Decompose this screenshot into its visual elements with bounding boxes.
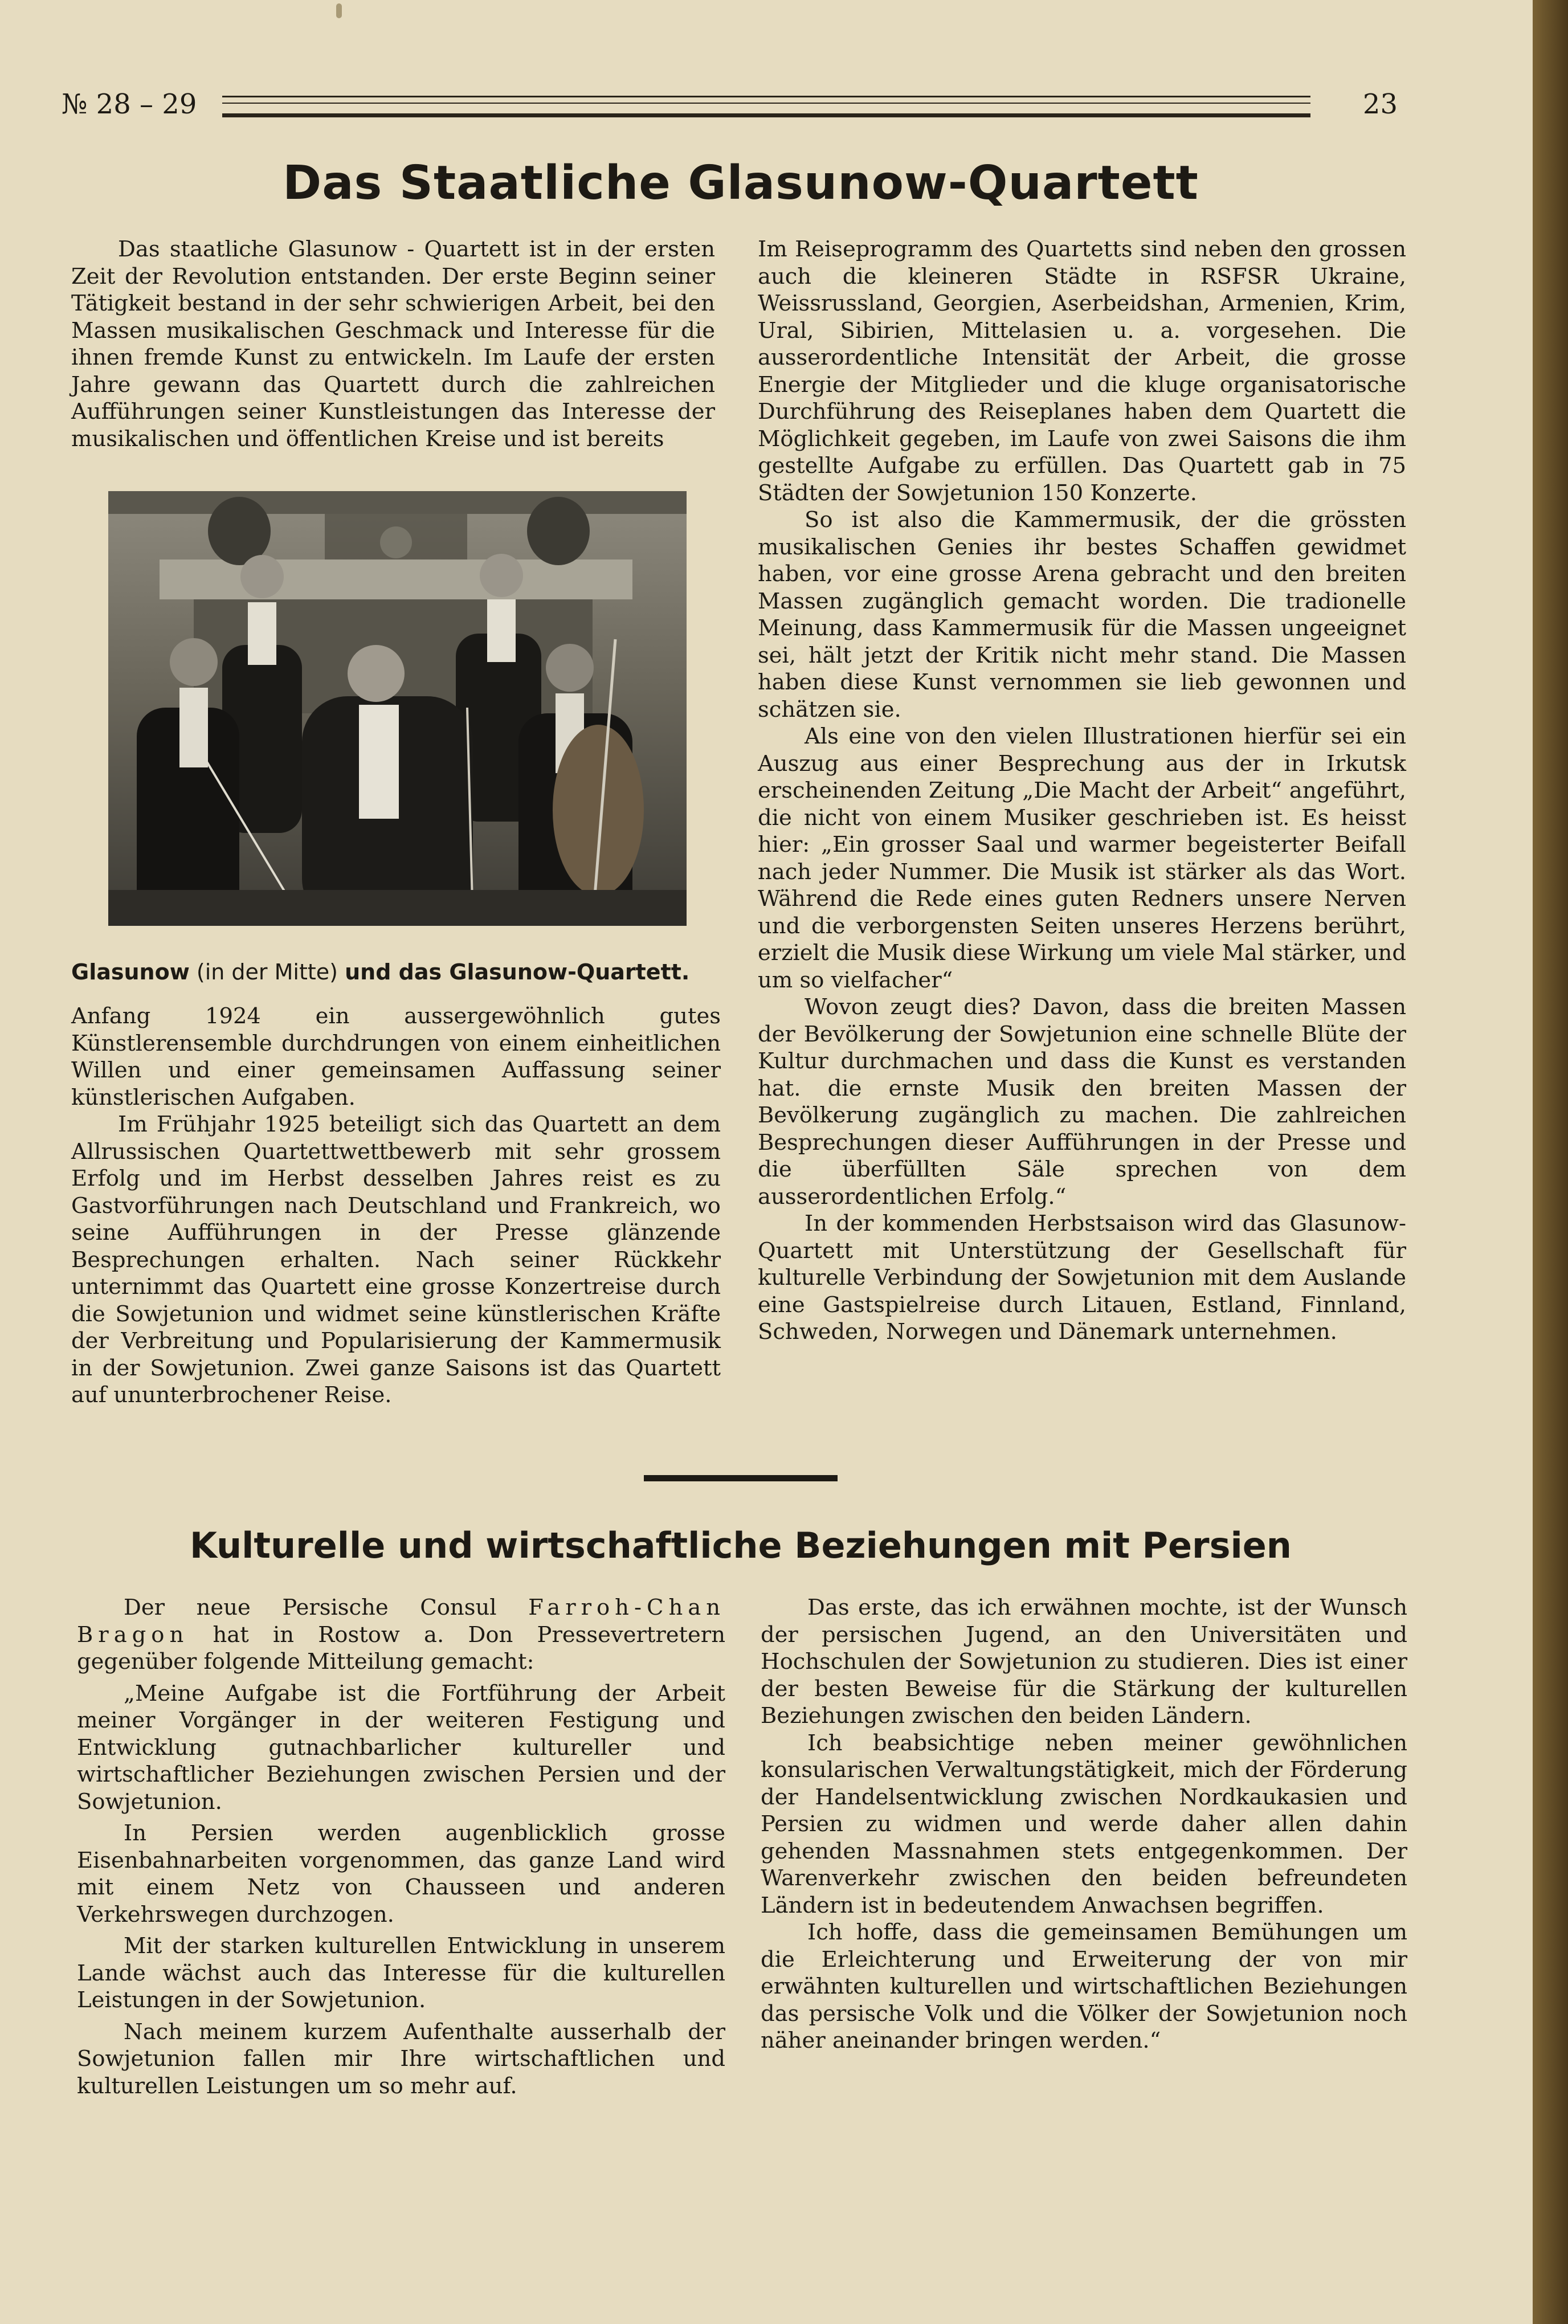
paragraph: Ich beabsichtige neben meiner gewöhnlichen konsularischen Verwaltungstätigkeit, mich der Förderung der Handelsentwicklung zwischen Nordkaukasien und Persien zu widmen und werde daher allen dahin gehenden Massnahmen stets entgegenkommen. Der Warenverkehr zwischen den beiden befreundeten Ländern ist in bedeutendem Anwachsen begriffen. (761, 1730, 1407, 1918)
paragraph: In der kommenden Herbstsaison wird das Glasunow-Quartett mit Unterstützung der Gesellschaft für kulturelle Verbindung der Sowjetunion mit dem Auslande eine Gastspielreise durch Litauen, Estland, Finnland, Schweden, Norwegen und Dänemark unternehmen. (758, 1211, 1406, 1345)
issue-number: № 28 – 29 (62, 88, 197, 120)
paragraph: So ist also die Kammermusik, der die grössten musikalischen Genies ihr bestes Schaffen gewidmet haben, vor eine grosse Arena gebracht und den breiten Massen zugänglich gemacht worden. Die tradionelle Meinung, dass Kammermusik für die Massen ungeeignet sei, hält jetzt der Kritik nicht mehr stand. Die Massen haben diese Kunst vernommen sie lieb gewonnen und schätzen sie. (758, 507, 1406, 722)
photo-image (108, 491, 687, 926)
paragraph: Das staatliche Glasunow - Quartett ist in der ersten Zeit der Revolution entstanden. Der erste Beginn seiner Tätigkeit bestand in der sehr schwierigen Arbeit, bei den Massen musikalischen Geschmack und Interesse für die ihnen fremde Kunst zu entwickeln. Im Laufe der ersten Jahre gewann das Quartett durch die zahlreichen Aufführungen seiner Kunstleistungen das Interesse der musikalischen und öffentlichen Kreise und ist bereits (71, 236, 715, 452)
caption-rest: und das Glasunow-Quartett. (345, 959, 690, 985)
consul-name: Farroh-Chan Bragon (77, 1595, 725, 1648)
intro-paragraph (77, 1594, 725, 1676)
article2-column1 (77, 1594, 725, 2100)
article1-column1-top (71, 236, 715, 452)
running-header (62, 84, 1398, 124)
paragraph: Im Reiseprogramm des Quartetts sind neben den grossen auch die kleineren Städte in RSFSR Ukraine, Weissrussland, Georgien, Aserbeidshan, Armenien, Krim, Ural, Sibirien, Mittelasien u. a. vorgesehen. Die ausserordentliche Intensität der Arbeit, die grosse Energie der Mitglieder und die kluge organisatorische Durchführung des Reiseplanes haben dem Quartett die Möglichkeit gegeben, im Laufe von zwei Saisons die ihm gestellte Aufgabe zu erfüllen. Das Quartett gab in 75 Städten der Sowjetunion 150 Konzerte. (758, 236, 1406, 506)
article1-title: Das Staatliche Glasunow-Quartett (283, 156, 1199, 210)
article2-column2 (761, 1594, 1407, 2055)
caption-name: Glasunow (71, 959, 190, 985)
article1-column2 (758, 236, 1406, 1346)
photo-caption (71, 955, 721, 989)
paragraph: Ich hoffe, dass die gemeinsamen Bemühungen um die Erleichterung und Erweiterung der von mir erwähnten kulturellen und wirtschaftlichen Beziehungen das persische Volk und die Völker der Sowjetunion noch näher aneinander bringen werden.“ (761, 1919, 1407, 2053)
paragraph: Als eine von den vielen Illustrationen hierfür sei ein Auszug aus einer Besprechung aus der in Irkutsk erscheinenden Zeitung „Die Macht der Arbeit“ angeführt, die nicht von einem Musiker geschrieben ist. Es heisst hier: „Ein grosser Saal und warmer begeisterter Beifall nach jeder Nummer. Die Musik ist stärker als das Wort. Während die Rede eines guten Redners unsere Nerven und die verborgensten Seiten unseres Herzens berührt, erzielt die Musik diese Wirkung um viele Mal stärker, und um so vielfacher“ (758, 724, 1406, 993)
caption-middle: (in der Mitte) (196, 959, 338, 985)
paragraph: Das erste, das ich erwähnen mochte, ist der Wunsch der persischen Jugend, an den Universitäten und Hochschulen der Sowjetunion zu studieren. Dies ist einer der besten Beweise für die Stärkung der kulturellen Beziehungen zwischen den beiden Ländern. (761, 1595, 1407, 1729)
intro-text: Der neue Persische Consul (124, 1595, 497, 1620)
paragraph: Wovon zeugt dies? Davon, dass die breiten Massen der Bevölkerung der Sowjetunion eine schnelle Blüte der Kultur durchmachen und dass die Kunst es verstanden hat. die ernste Musik den breiten Massen der Bevölkerung zugänglich zu machen. Die zahlreichen Besprechungen dieser Aufführungen in der Presse und die überfüllten Säle sprechen von dem ausserordentlichen Erfolg.“ (758, 994, 1406, 1210)
paragraph: In Persien werden augenblicklich grosse Eisenbahnarbeiten vorgenommen, das ganze Land wird mit einem Netz von Chausseen und anderen Verkehrswegen durchzogen. (77, 1820, 725, 1927)
paragraph: Nach meinem kurzem Aufenthalte ausserhalb der Sowjetunion fallen mir Ihre wirtschaftlichen und kulturellen Leistungen um so mehr auf. (77, 2019, 725, 2099)
header-rule (222, 96, 1310, 117)
paragraph: „Meine Aufgabe ist die Fortführung der Arbeit meiner Vorgänger in der weiteren Festigung und Entwicklung gutnachbarlicher kultureller und wirtschaftlicher Beziehungen zwischen Persien und der Sowjetunion. (77, 1680, 725, 1815)
section-divider (644, 1475, 838, 1481)
page-number: 23 (1362, 88, 1398, 120)
page-edge-shadow (1533, 0, 1568, 2324)
paragraph: Anfang 1924 ein aussergewöhnlich gutes Künstlerensemble durchdrungen von einem einheitlichen Willen und einer gemeinsamen Auffassung seiner künstlerischen Aufgaben. (71, 1003, 721, 1110)
paragraph: Mit der starken kulturellen Entwicklung in unserem Lande wächst auch das Interesse für die kulturellen Leistungen in der Sowjetunion. (77, 1933, 725, 2013)
intro-text: hat in Rostow a. Don Pressevertretern gegenüber folgende Mitteilung gemacht: (77, 1622, 725, 1674)
paragraph: Im Frühjahr 1925 beteiligt sich das Quartett an dem Allrussischen Quartettwettbewerb mit sehr grossem Erfolg und im Herbst desselben Jahres reist es zu Gastvorführungen nach Deutschland und Frankreich, wo seine Aufführungen in der Presse glänzende Besprechungen erhalten. Nach seiner Rückkehr unternimmt das Quartett eine grosse Konzertreise durch die Sowjetunion und widmet seine künstlerischen Kräfte der Verbreitung und Popularisierung der Kammermusik in der Sowjetunion. Zwei ganze Saisons ist das Quartett auf ununterbrochener Reise. (71, 1112, 721, 1408)
article2-title: Kulturelle und wirtschaftliche Beziehungen mit Persien (190, 1525, 1292, 1566)
quartet-photo (108, 491, 687, 926)
paper-stain (336, 3, 342, 18)
article1-column1-bottom (71, 1003, 721, 1409)
